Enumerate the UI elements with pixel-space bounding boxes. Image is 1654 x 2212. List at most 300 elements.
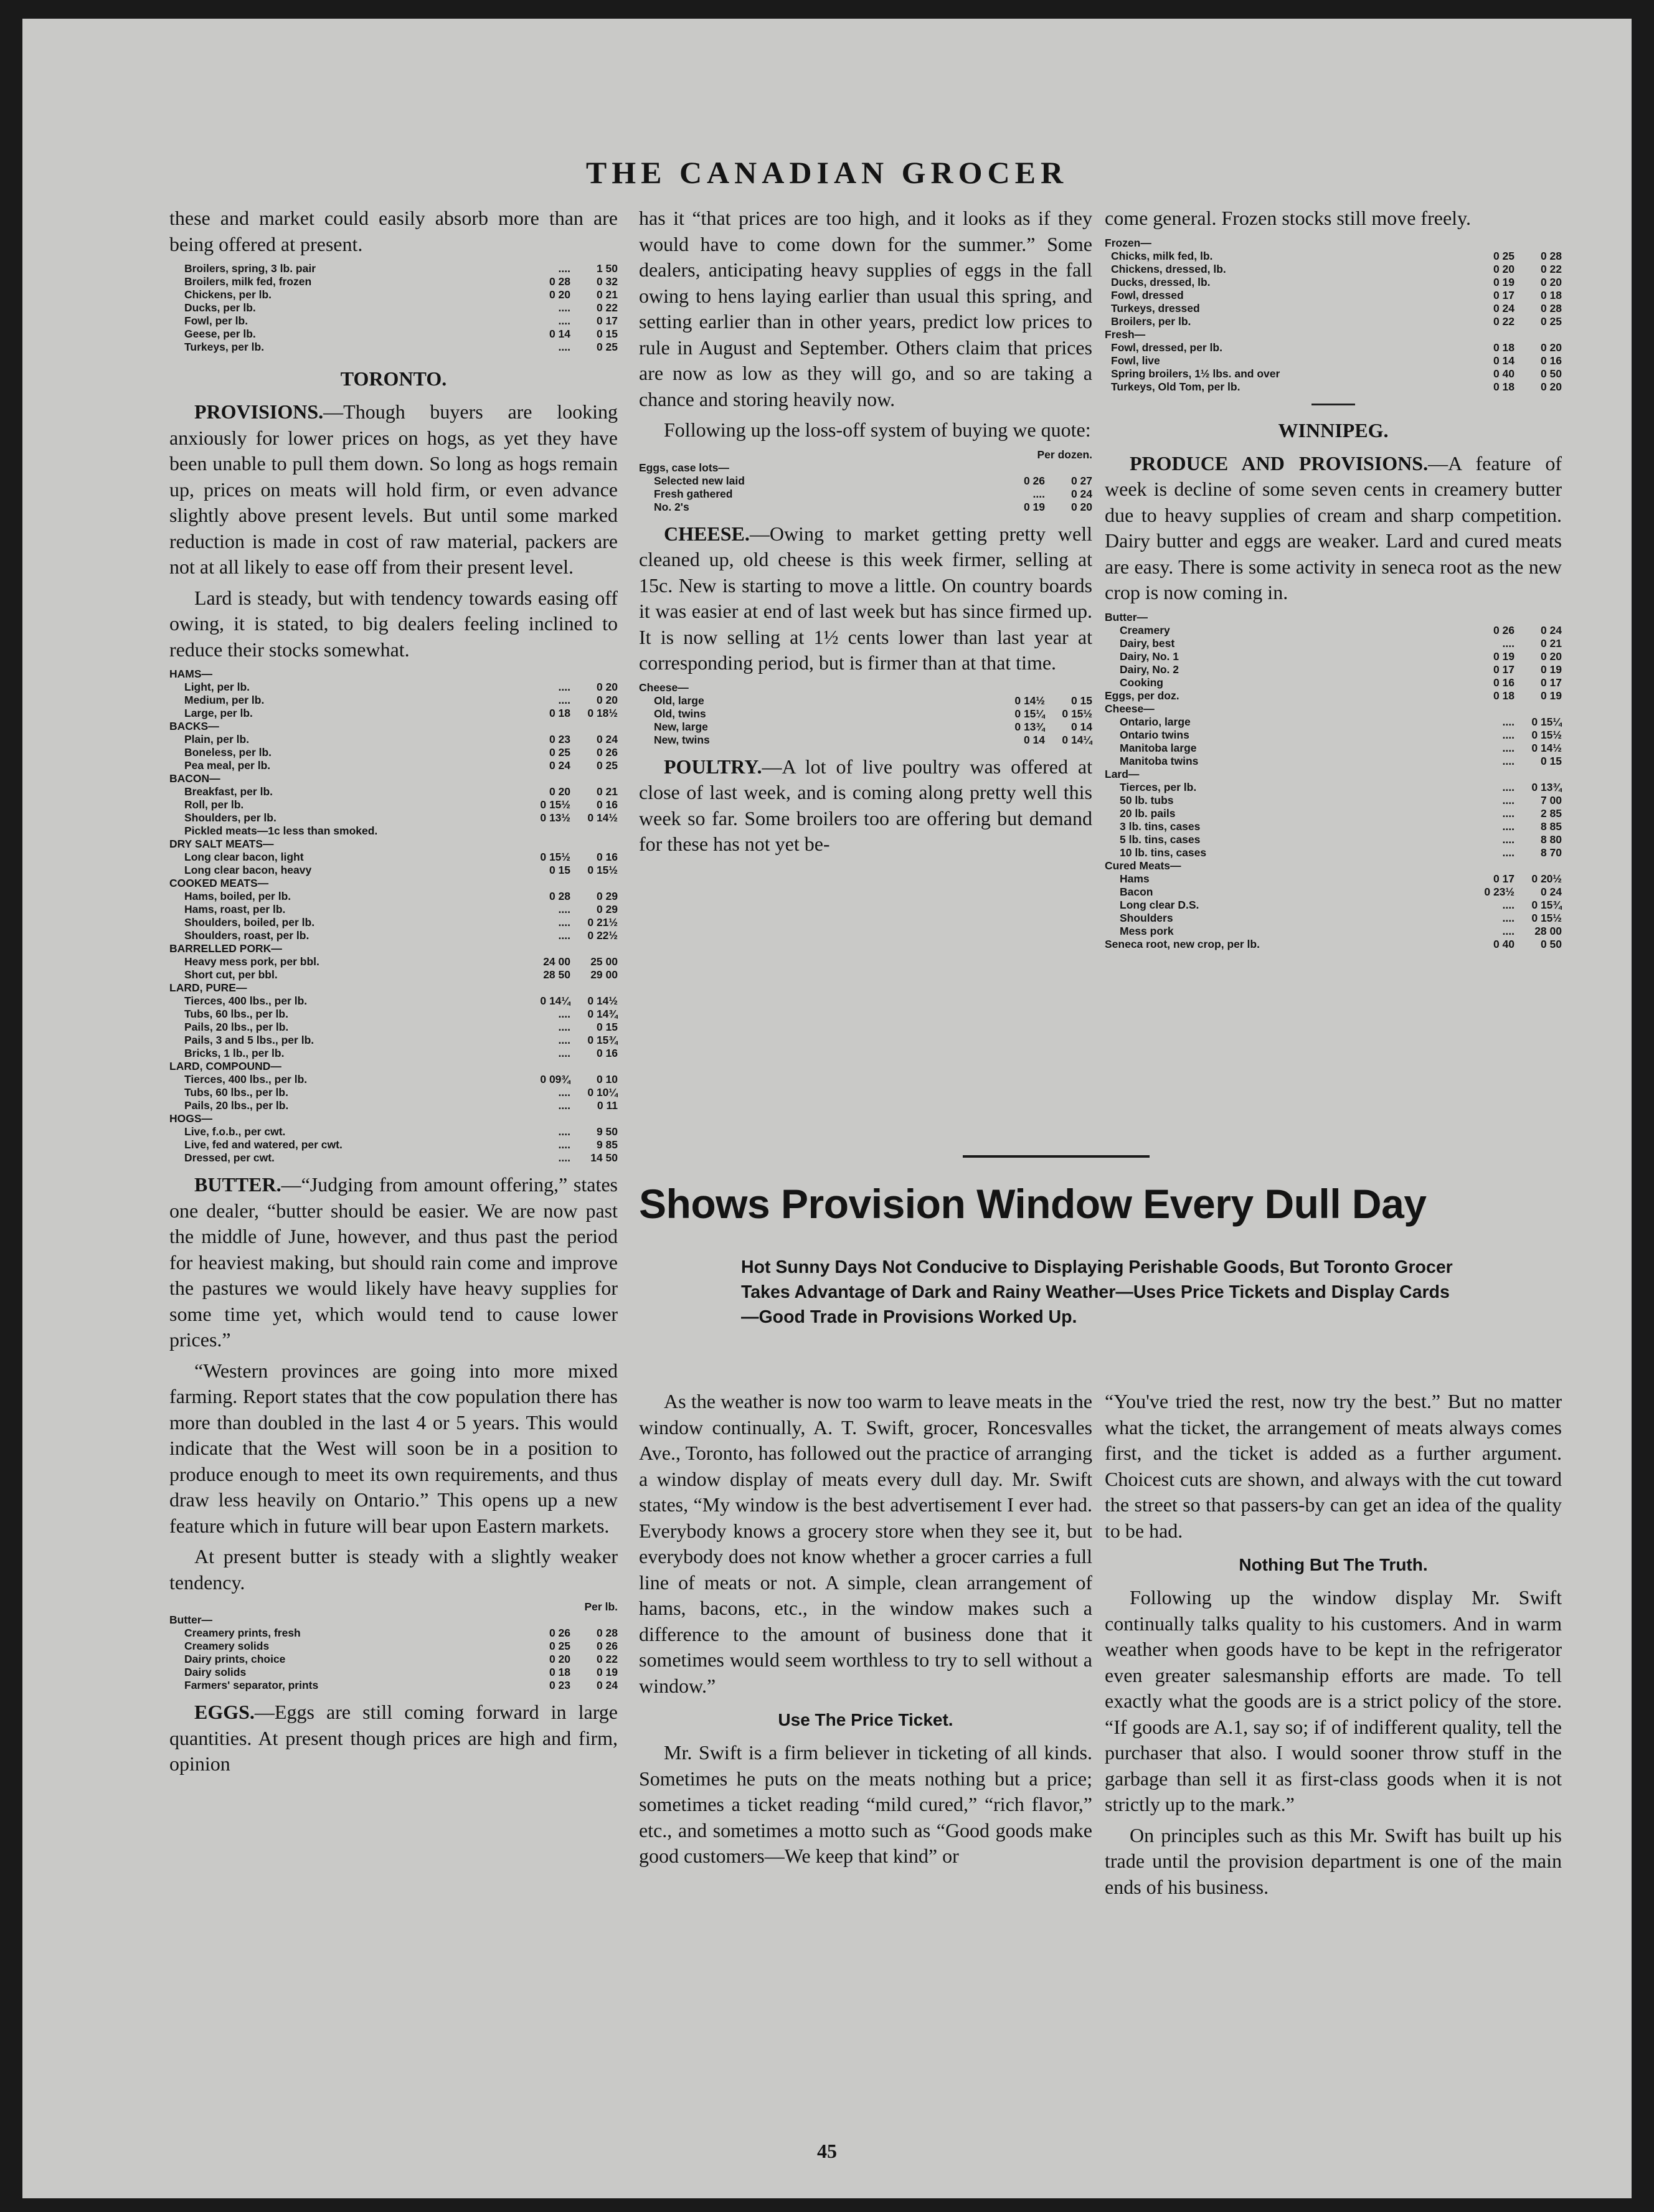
price-low: 0 16 (1493, 676, 1515, 689)
price-row-label: Tubs, 60 lbs., per lb. (184, 1008, 288, 1020)
price-row (1105, 611, 1562, 624)
price-row-label: Light, per lb. (184, 681, 250, 693)
price-low: 0 40 (1493, 367, 1515, 380)
price-row-label: COOKED MEATS— (169, 877, 269, 889)
section-rule (1311, 404, 1355, 405)
price-row-label: Creamery (1120, 623, 1170, 636)
price-row-label: Frozen— (1105, 236, 1151, 249)
price-row-label: LARD, PURE— (169, 981, 247, 994)
price-low: 0 18 (549, 1666, 570, 1678)
price-row (1105, 794, 1562, 807)
column-1 (169, 206, 618, 2124)
price-low: 0 14 (1493, 354, 1515, 367)
price-row-label: Tierces, 400 lbs., per lb. (184, 995, 308, 1007)
price-low: 0 20 (549, 785, 570, 798)
price-row (1105, 925, 1562, 938)
eggs-text: —Eggs are still coming forward in large quantities. At present though prices are high and firm, opinion (169, 1701, 618, 1775)
price-low: .... (558, 1151, 570, 1164)
price-row-label: Turkeys, dressed (1111, 301, 1200, 314)
price-high: 0 20 (1070, 500, 1092, 513)
price-row (1105, 716, 1562, 729)
price-row-label: Eggs, case lots— (639, 461, 729, 474)
price-low: .... (1502, 846, 1515, 859)
price-row-label: Ducks, dressed, lb. (1111, 275, 1211, 288)
cheese-paragraph (639, 521, 1092, 676)
price-low (523, 942, 570, 955)
price-low: 0 25 (1493, 249, 1515, 262)
price-row-label: Ontario twins (1120, 728, 1189, 741)
price-high: 0 19 (1540, 689, 1562, 702)
price-row (169, 301, 618, 314)
price-row-label: Pickled meats—1c less than smoked. (184, 825, 378, 837)
page-number: 45 (817, 2140, 837, 2162)
price-row-label: Turkeys, Old Tom, per lb. (1111, 380, 1240, 393)
price-high: 0 15½ (1531, 728, 1562, 741)
price-low: 28 50 (543, 968, 570, 981)
price-high: 25 00 (590, 955, 618, 968)
price-row-label: Eggs, per doz. (1105, 689, 1179, 702)
price-row-label: Chickens, dressed, lb. (1111, 262, 1226, 275)
price-row-label: Dairy, No. 1 (1120, 650, 1179, 663)
price-row-label: Shoulders, per lb. (184, 811, 276, 824)
price-row (169, 903, 618, 916)
price-low: .... (558, 1086, 570, 1099)
price-row (1105, 886, 1562, 899)
price-low: .... (558, 1021, 570, 1033)
price-row (169, 707, 618, 720)
butter-runhead: BUTTER. (194, 1173, 281, 1196)
eggs-paragraph (169, 1699, 618, 1777)
price-row-label: Cured Meats— (1105, 859, 1181, 872)
price-row (169, 1086, 618, 1099)
price-high: 0 21 (596, 288, 618, 301)
price-high (570, 1060, 618, 1073)
price-row (639, 694, 1092, 707)
price-high: 0 15 (596, 1021, 618, 1033)
price-row (169, 785, 618, 798)
provisions-paragraph (169, 399, 618, 580)
price-low (1467, 237, 1515, 250)
price-row (1105, 328, 1562, 341)
price-high: 0 24 (1540, 623, 1562, 636)
article-paragraph-3: “You've tried the rest, now try the best.” But no matter what the ticket, the arrangement of meats always comes first, and the ticket is added as a further argument. Choicest cuts are shown, and always with the cut toward the street so that passers-by can get an idea of the quality to be had. (1105, 1390, 1562, 1542)
price-row (169, 1138, 618, 1151)
price-row-label: Geese, per lb. (184, 328, 256, 340)
price-high: 0 14¾ (587, 1008, 618, 1020)
page-header: THE CANADIAN GROCER (585, 155, 1069, 190)
cheese-runhead: CHEESE. (664, 522, 750, 545)
price-row (639, 461, 1092, 475)
provisions-text: —Though buyers are looking anxiously for lower prices on hogs, as yet they have been unable to pull them down. So long as hogs remain up, prices on meats will hold firm, or even advance slightly above present levels. But until some marked reduction is made in cost of raw material, packers are not at all likely to ease off from their present level. (169, 400, 618, 578)
price-row-label: Boneless, per lb. (184, 746, 272, 759)
price-row (169, 1112, 618, 1125)
price-row (169, 1614, 618, 1627)
price-row (169, 890, 618, 903)
price-row (169, 275, 618, 288)
price-low: 0 26 (1493, 623, 1515, 636)
price-low: 24 00 (543, 955, 570, 968)
price-row (1105, 846, 1562, 859)
price-low (523, 668, 570, 681)
price-high: 0 17 (1540, 676, 1562, 689)
price-low: 0 13¾ (1014, 720, 1045, 733)
steady-paragraph: At present butter is steady with a slightly weaker tendency. (169, 1545, 618, 1594)
price-low: .... (1502, 715, 1515, 728)
price-high: 0 15½ (1062, 707, 1092, 720)
eggs-continued-paragraph: has it “that prices are too high, and it looks as if they would have to come down for the summer.” Some dealers, anticipating heavy supplies of eggs in the fall owing to hens laying earlier than usual this spring, and setting earlier than in other years, predict low prices to rule in August and September. Others claim that prices are now as low as they will go, and so are taking a chance and storing heavily now. (639, 207, 1092, 410)
price-low (523, 1614, 570, 1627)
price-high (1515, 237, 1562, 250)
price-low: 0 17 (1493, 872, 1515, 885)
price-row-label: Long clear D.S. (1120, 898, 1199, 911)
price-row-label: Hams (1120, 872, 1150, 885)
price-high: 0 21 (1540, 636, 1562, 650)
price-low: 0 22 (1493, 314, 1515, 328)
cheese-price-table (639, 681, 1092, 747)
price-low: 0 19 (1493, 650, 1515, 663)
price-low: .... (1502, 820, 1515, 833)
price-high (570, 942, 618, 955)
price-row (1105, 650, 1562, 663)
price-row (169, 916, 618, 929)
article-headline: Shows Provision Window Every Dull Day (639, 1181, 1427, 1227)
price-row (1105, 302, 1562, 315)
price-low: .... (558, 1138, 570, 1151)
price-high (570, 838, 618, 851)
price-row (169, 681, 618, 694)
price-low (523, 825, 570, 838)
price-low: .... (1502, 728, 1515, 741)
price-low: 0 18 (1493, 689, 1515, 702)
price-row (639, 501, 1092, 514)
price-row-label: Bacon (1120, 885, 1153, 898)
price-low: 0 15¼ (1014, 707, 1045, 720)
price-low: 0 26 (1023, 474, 1045, 487)
price-low: 0 15½ (540, 851, 570, 863)
price-high: 0 16 (596, 798, 618, 811)
price-low: 0 24 (549, 759, 570, 772)
price-high (570, 1614, 618, 1627)
price-row-label: Pails, 20 lbs., per lb. (184, 1021, 289, 1033)
price-high: 0 15½ (587, 864, 618, 876)
price-high: 7 00 (1540, 793, 1562, 806)
price-low: .... (1502, 780, 1515, 793)
price-high: 0 24 (596, 1679, 618, 1691)
price-high: 29 00 (590, 968, 618, 981)
price-row-label: Fowl, dressed (1111, 288, 1184, 301)
price-row-label: New, twins (654, 733, 710, 746)
price-high: 0 28 (1540, 249, 1562, 262)
price-row-label: Breakfast, per lb. (184, 785, 273, 798)
price-low: 0 09¾ (540, 1073, 570, 1085)
price-high (570, 981, 618, 995)
article-paragraph-2: Mr. Swift is a firm believer in ticketing of all kinds. Sometimes he puts on the meats nothing but a price; sometimes a ticket reading “mild cured,” “rich flavor,” etc., and sometimes a motto such as “Good goods make good customers—We keep that kind” or (639, 1741, 1092, 1867)
price-row (169, 288, 618, 301)
price-high: 0 10 (596, 1073, 618, 1085)
price-row-label: Medium, per lb. (184, 694, 265, 706)
price-row-label: Pea meal, per lb. (184, 759, 271, 772)
price-row (1105, 354, 1562, 367)
price-low: 0 28 (549, 275, 570, 288)
price-row-label: Fowl, live (1111, 354, 1160, 367)
price-row (1105, 912, 1562, 925)
price-low (1467, 611, 1515, 624)
price-row (169, 262, 618, 275)
price-low (523, 1060, 570, 1073)
price-high (570, 668, 618, 681)
price-high (1515, 702, 1562, 716)
price-high: 0 20 (1540, 650, 1562, 663)
price-row-label: Butter— (169, 1614, 213, 1626)
price-high: 0 32 (596, 275, 618, 288)
price-row-label: Old, twins (654, 707, 706, 720)
price-row-label: Live, f.o.b., per cwt. (184, 1125, 286, 1138)
price-row (1105, 676, 1562, 689)
price-low (523, 877, 570, 890)
article-divider (963, 1155, 1150, 1158)
article-paragraph-5: On principles such as this Mr. Swift has built up his trade until the provision department is one of the main ends of his business. (1105, 1823, 1562, 1898)
price-low: .... (558, 1125, 570, 1138)
price-row-label: Creamery prints, fresh (184, 1627, 301, 1639)
price-row (169, 955, 618, 968)
price-row-label: Broilers, per lb. (1111, 314, 1191, 328)
article-column-2 (1105, 1389, 1562, 2124)
price-low: .... (1502, 793, 1515, 806)
price-row (639, 734, 1092, 747)
price-row-label: Fresh— (1105, 328, 1146, 341)
price-row (169, 1047, 618, 1060)
city-heading-winnipeg: WINNIPEG. (1278, 418, 1389, 442)
price-row (1105, 755, 1562, 768)
price-high: 0 15 (596, 328, 618, 340)
price-row (1105, 768, 1562, 781)
provisions-runhead: PROVISIONS. (194, 400, 324, 423)
price-row (639, 721, 1092, 734)
price-high: 0 22 (596, 301, 618, 314)
price-low (523, 1112, 570, 1125)
price-row-label: Manitoba large (1120, 741, 1197, 754)
lard-paragraph: Lard is steady, but with tendency towards easing off owing, it is stated, to big dealers feeling inclined to reduce their stocks somewhat. (169, 586, 618, 661)
price-row-label: Cheese— (639, 681, 689, 694)
price-high: 0 19 (1540, 663, 1562, 676)
butter-price-table (169, 1614, 618, 1692)
price-high: 0 18 (1540, 288, 1562, 301)
price-row-label: Mess pork (1120, 924, 1174, 937)
price-row-label: New, large (654, 720, 708, 733)
price-low: .... (558, 916, 570, 929)
price-high: 0 50 (1540, 367, 1562, 380)
price-high: 14 50 (590, 1151, 618, 1164)
price-row-label: Bricks, 1 lb., per lb. (184, 1047, 285, 1059)
price-row-label: Shoulders, boiled, per lb. (184, 916, 315, 929)
price-row-label: Turkeys, per lb. (184, 341, 265, 353)
price-high: 2 85 (1540, 806, 1562, 820)
price-low: .... (558, 1008, 570, 1020)
price-row (639, 488, 1092, 501)
price-low: 0 19 (1493, 275, 1515, 288)
article-subhead-truth: Nothing But The Truth. (1239, 1555, 1428, 1574)
price-high: 0 28 (1540, 301, 1562, 314)
price-row (169, 772, 618, 785)
price-row (169, 341, 618, 354)
price-low (1467, 859, 1515, 872)
price-low: 0 40 (1493, 937, 1515, 950)
price-low: .... (558, 694, 570, 706)
newspaper-page (22, 19, 1632, 2198)
price-row-label: Roll, per lb. (184, 798, 244, 811)
price-row-label: Tubs, 60 lbs., per lb. (184, 1086, 288, 1099)
price-row-label: Old, large (654, 694, 704, 707)
price-row (169, 1640, 618, 1653)
price-row (169, 746, 618, 759)
price-high: 0 15 (1070, 694, 1092, 707)
price-row-label: Heavy mess pork, per bbl. (184, 955, 319, 968)
price-low (1467, 328, 1515, 341)
price-row (169, 314, 618, 328)
price-low: .... (558, 301, 570, 314)
price-row (169, 838, 618, 851)
eggs-table-heading: Per dozen. (1037, 448, 1092, 461)
price-row (169, 668, 618, 681)
price-row (1105, 663, 1562, 676)
price-row-label: HAMS— (169, 668, 213, 680)
following-paragraph: Following up the loss-off system of buying we quote: (664, 418, 1091, 441)
price-row-label: Pails, 3 and 5 lbs., per lb. (184, 1034, 314, 1046)
price-row (1105, 276, 1562, 289)
price-row (1105, 781, 1562, 794)
cheese-text: —Owing to market getting pretty well cleaned up, old cheese is this week firmer, selling at 15c. New is starting to move a little. On country boards it was easier at end of last week but has since firmed up. It is now selling at 1½ cents lower than last year at corresponding period, but is firmer than at that time. (639, 522, 1092, 674)
poultry-text: —A lot of live poultry was offered at close of last week, and is coming along pretty well this week so far. Some broilers too are offering but demand for these has not yet be- (639, 755, 1092, 855)
price-row-label: Dairy, best (1120, 636, 1175, 650)
price-high: 0 18½ (587, 707, 618, 719)
price-low: .... (558, 1047, 570, 1059)
price-row (1105, 729, 1562, 742)
price-row-label: Dressed, per cwt. (184, 1151, 275, 1164)
price-row-label: Broilers, milk fed, frozen (184, 275, 312, 288)
price-row (169, 811, 618, 825)
price-row (1105, 263, 1562, 276)
price-row (1105, 833, 1562, 846)
article-paragraph-4: Following up the window display Mr. Swift continually talks quality to his customers. And in warm weather when goods have to be kept in the refrigerator even greater salesmanship efforts are made. To tell exactly what the goods are is a strict policy of the store. “If goods are A.1, say so; if of indifferent quality, tell the purchaser that also. I would sooner throw stuff in the garbage than sell it as first-class goods when it is not strictly up to the mark.” (1105, 1586, 1562, 1815)
price-low: 0 15½ (540, 798, 570, 811)
price-high: 0 20 (596, 694, 618, 706)
produce-paragraph (1105, 451, 1562, 606)
price-low: .... (1502, 741, 1515, 754)
price-row-label: Shoulders (1120, 911, 1173, 924)
eggs-runhead: EGGS. (194, 1701, 255, 1723)
price-high (570, 720, 618, 733)
price-row (1105, 742, 1562, 755)
price-row-label: BACKS— (169, 720, 219, 732)
price-high: 0 11 (597, 1099, 618, 1112)
price-high: 0 14½ (587, 995, 618, 1007)
price-row-label: Fowl, per lb. (184, 314, 248, 327)
price-row (169, 1060, 618, 1073)
price-low: 0 25 (549, 746, 570, 759)
price-high: 0 10¼ (587, 1086, 618, 1099)
price-high: 0 29 (596, 890, 618, 902)
price-row-label: 10 lb. tins, cases (1120, 846, 1207, 859)
price-high: 0 25 (1540, 314, 1562, 328)
price-low (523, 981, 570, 995)
price-row (169, 864, 618, 877)
price-high: 0 20 (1540, 380, 1562, 393)
price-row-label: 3 lb. tins, cases (1120, 820, 1201, 833)
price-high (1045, 681, 1092, 694)
column-2 (639, 206, 1092, 1102)
price-row-label: Hams, roast, per lb. (184, 903, 286, 915)
price-high: 0 22 (1540, 262, 1562, 275)
price-row (1105, 250, 1562, 263)
price-row (169, 981, 618, 995)
price-low (998, 681, 1045, 694)
article-subhead-price-ticket: Use The Price Ticket. (778, 1710, 953, 1729)
price-low: .... (1502, 754, 1515, 767)
price-row-label: 50 lb. tubs (1120, 793, 1174, 806)
price-high: 0 25 (596, 341, 618, 353)
price-row (1105, 938, 1562, 951)
price-low: .... (558, 681, 570, 693)
price-high: 0 24 (596, 733, 618, 745)
price-high: 0 24 (1070, 487, 1092, 500)
price-low: 0 20 (1493, 262, 1515, 275)
price-high (570, 877, 618, 890)
price-row (169, 1653, 618, 1666)
price-row-label: Hams, boiled, per lb. (184, 890, 291, 902)
price-high: 0 14½ (1531, 741, 1562, 754)
price-row (1105, 807, 1562, 820)
price-high: 0 15¾ (1531, 898, 1562, 911)
price-row (169, 759, 618, 772)
price-row (169, 1099, 618, 1112)
meats-price-table (169, 668, 618, 1165)
poultry-price-table (169, 262, 618, 354)
price-row (169, 1034, 618, 1047)
price-row (1105, 367, 1562, 380)
city-heading-toronto: TORONTO. (340, 367, 447, 390)
price-row (1105, 859, 1562, 872)
poultry-runhead: POULTRY. (664, 755, 762, 778)
price-row (1105, 689, 1562, 702)
price-low: .... (558, 929, 570, 942)
price-high (1515, 611, 1562, 624)
price-row (1105, 237, 1562, 250)
article-deck: Hot Sunny Days Not Conducive to Displaying Perishable Goods, But Toronto Grocer Takes Advantage of Dark and Rainy Weather—Uses Price Tickets and Display Cards—Good Trade in Provisions Worked Up. (741, 1257, 1453, 1327)
price-row-label: 5 lb. tins, cases (1120, 833, 1201, 846)
price-row-label: HOGS— (169, 1112, 213, 1125)
price-low: .... (558, 1034, 570, 1046)
price-low: .... (558, 341, 570, 353)
price-high: 0 15 (1540, 754, 1562, 767)
price-low: 0 20 (549, 288, 570, 301)
price-row-label: Butter— (1105, 610, 1148, 623)
price-high: 0 14¼ (1062, 733, 1092, 746)
price-low: 0 14 (1023, 733, 1045, 746)
price-row-label: Dairy solids (184, 1666, 247, 1678)
price-row (169, 1021, 618, 1034)
price-row (1105, 380, 1562, 394)
price-high: 0 20 (1540, 275, 1562, 288)
price-high: 0 26 (596, 746, 618, 759)
price-high (1515, 859, 1562, 872)
price-high (570, 772, 618, 785)
produce-text: —A feature of week is decline of some seven cents in creamery butter due to heavy supplies of cream and sharp competition. Dairy butter and eggs are weaker. Lard and cured meats are easy. There is some activity in seneca root as the new crop is now coming in. (1105, 451, 1562, 603)
article-column-1 (639, 1389, 1092, 2124)
price-high (1515, 768, 1562, 781)
price-low: 0 24 (1493, 301, 1515, 314)
price-low: .... (558, 1099, 570, 1112)
price-high: 0 16 (1540, 354, 1562, 367)
